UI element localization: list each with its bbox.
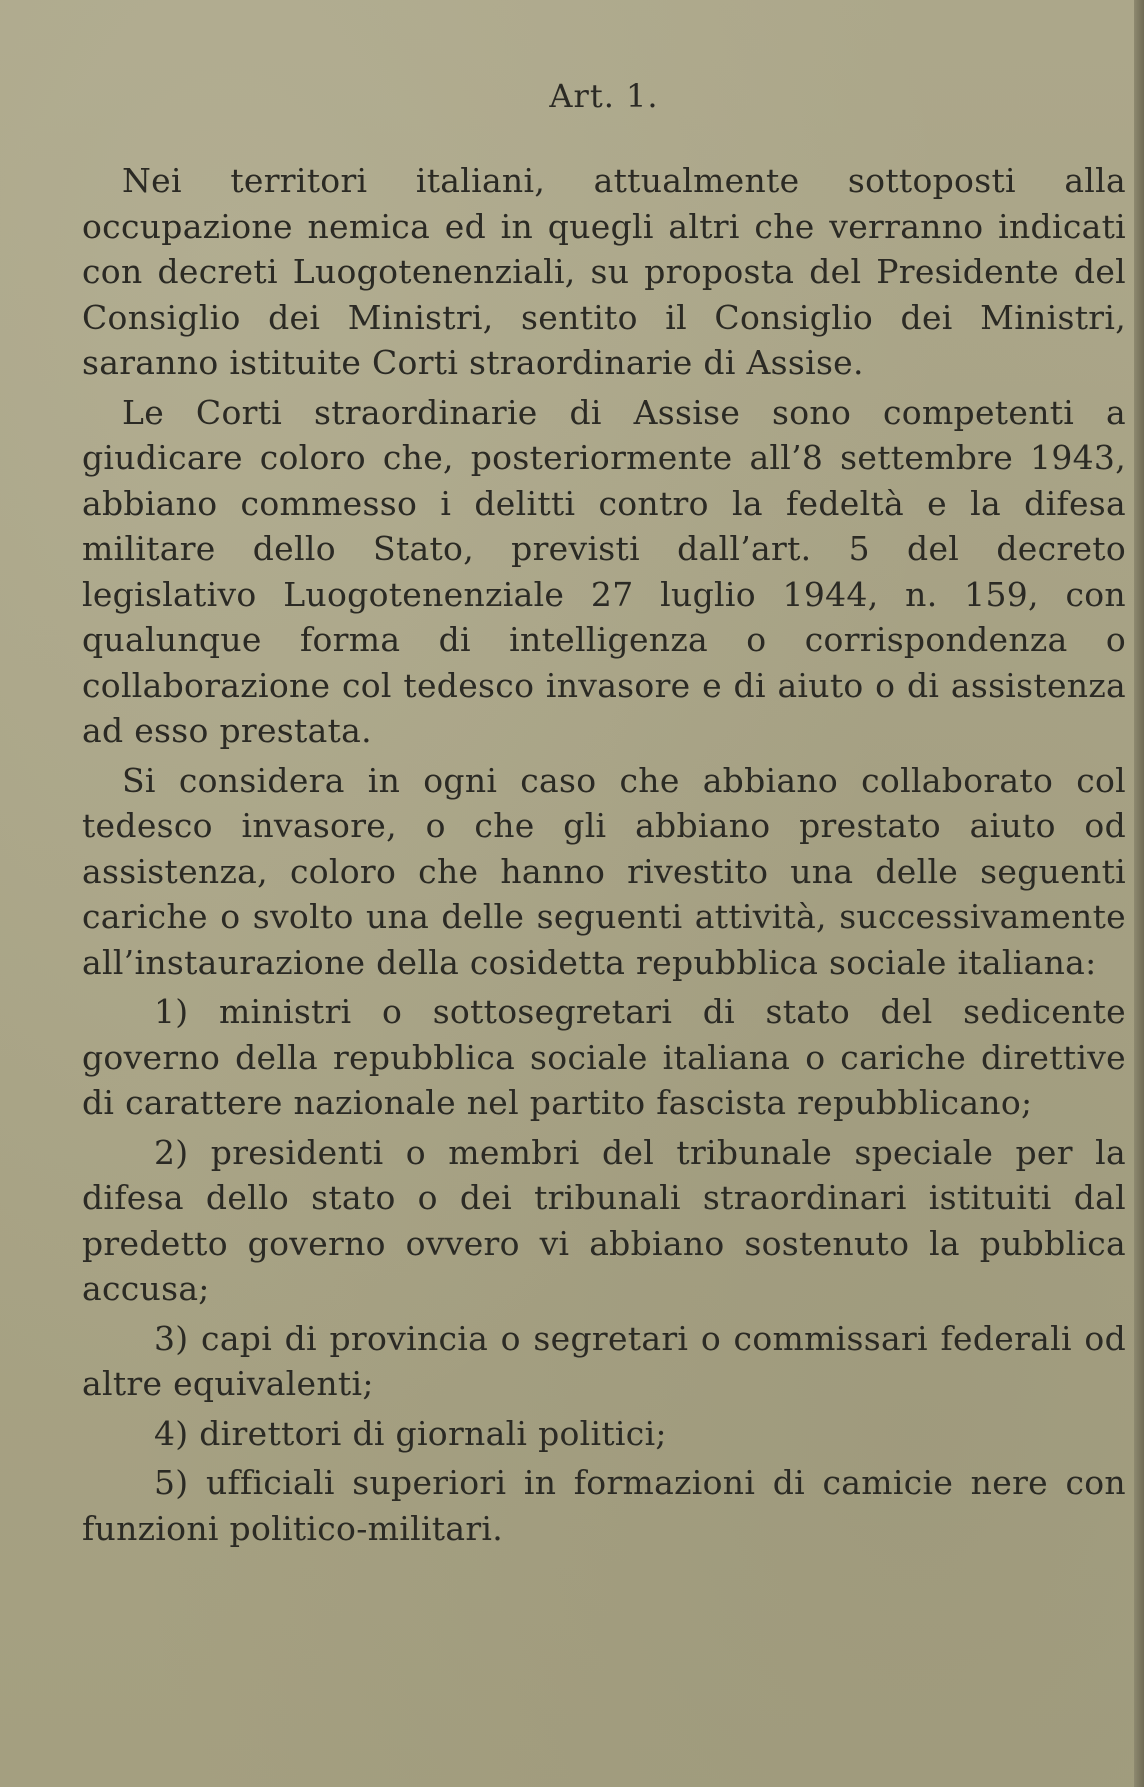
list-item-4: 4) direttori di giornali politici; — [154, 1413, 667, 1453]
list-item-1: 1) ministri o sottosegretari di stato del sedicente governo della repubblica sociale italiana o cariche direttive di carattere nazionale nel partito fascista repubblicano; — [82, 992, 1126, 1122]
list-item-5: 5) ufficiali superiori in formazioni di camicie nere con funzioni politico-militari. — [82, 1463, 1126, 1548]
paragraph-1: Nei territori italiani, attualmente sottoposti alla occupazione nemica ed in quegli altri che verranno indicati con decreti Luogotenenziali, su proposta del Presidente del Consiglio dei Ministri, sentito il Consiglio dei Ministri, saranno istituite Corti straordinarie di Assise. — [82, 161, 1126, 382]
document-body — [82, 72, 1126, 1551]
list-item-3: 3) capi di provincia o segretari o commissari federali od altre equivalenti; — [82, 1318, 1126, 1403]
list-item-2: 2) presidenti o membri del tribunale speciale per la difesa dello stato o dei tribunali straordinari istituiti dal predetto governo ovvero vi abbiano sostenuto la pubblica accusa; — [82, 1132, 1126, 1308]
paragraph-3: Si considera in ogni caso che abbiano collaborato col tedesco invasore, o che gli abbiano prestato aiuto od assistenza, coloro che hanno rivestito una delle seguenti cariche o svolto una delle seguenti attività, successivamente all’instaurazione della cosidetta repubblica sociale italiana: — [82, 760, 1126, 982]
page-edge-shadow — [1134, 0, 1144, 1787]
article-title: Art. 1. — [549, 77, 659, 115]
paragraph-2: Le Corti straordinarie di Assise sono competenti a giudicare coloro che, posteriormente all’8 settembre 1943, abbiano commesso i delitti contro la fedeltà e la difesa militare dello Stato, previsti dall’art. 5 del decreto legislativo Luogotenenziale 27 luglio 1944, n. 159, con qualunque forma di intelligenza o corrispondenza o collaborazione col tedesco invasore e di aiuto o di assistenza ad esso prestata. — [82, 392, 1126, 750]
